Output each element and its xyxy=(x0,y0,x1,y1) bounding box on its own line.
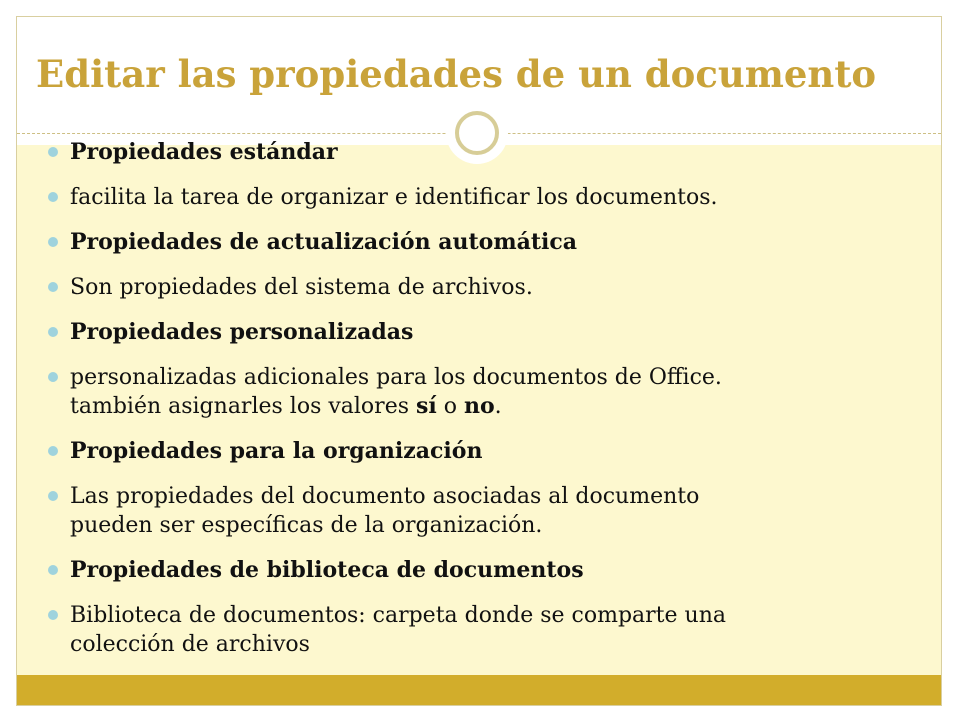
bullet-auto-update-desc: Son propiedades del sistema de archivos. xyxy=(48,273,928,302)
bullet-custom-no: no xyxy=(463,393,495,419)
bullet-organization-desc-line1: Las propiedades del documento asociadas al documento xyxy=(70,484,700,509)
bullet-library-desc xyxy=(48,601,928,659)
bullet-standard-desc: facilita la tarea de organizar e identificar los documentos. xyxy=(48,183,928,212)
bullet-heading-library: Propiedades de biblioteca de documentos xyxy=(48,556,928,585)
bullet-organization-desc-line2: pueden ser específicas de la organización. xyxy=(70,513,543,538)
bullet-library-desc-line2: colección de archivos xyxy=(70,632,310,657)
bullet-organization-desc xyxy=(48,482,928,540)
bullet-custom-end: . xyxy=(494,394,502,419)
bullet-library-desc-line1: Biblioteca de documentos: carpeta donde se comparte una xyxy=(70,603,726,628)
bullet-heading-organization: Propiedades para la organización xyxy=(48,437,928,466)
bullet-heading-custom: Propiedades personalizadas xyxy=(48,318,928,347)
bullet-heading-auto-update: Propiedades de actualización automática xyxy=(48,228,928,257)
bullet-custom-yes: sí xyxy=(416,393,437,419)
bullet-custom-desc xyxy=(48,363,928,421)
bullet-custom-mid: o xyxy=(436,394,464,419)
slide-title: Editar las propiedades de un documento xyxy=(36,52,877,96)
bullet-list xyxy=(48,138,928,675)
bullet-custom-desc-line1: personalizadas adicionales para los documentos de Office. xyxy=(70,365,722,390)
bullet-heading-standard: Propiedades estándar xyxy=(48,138,928,167)
bottom-accent-bar xyxy=(17,675,941,705)
bullet-custom-desc-line2-pre: también asignarles los valores xyxy=(70,394,416,419)
